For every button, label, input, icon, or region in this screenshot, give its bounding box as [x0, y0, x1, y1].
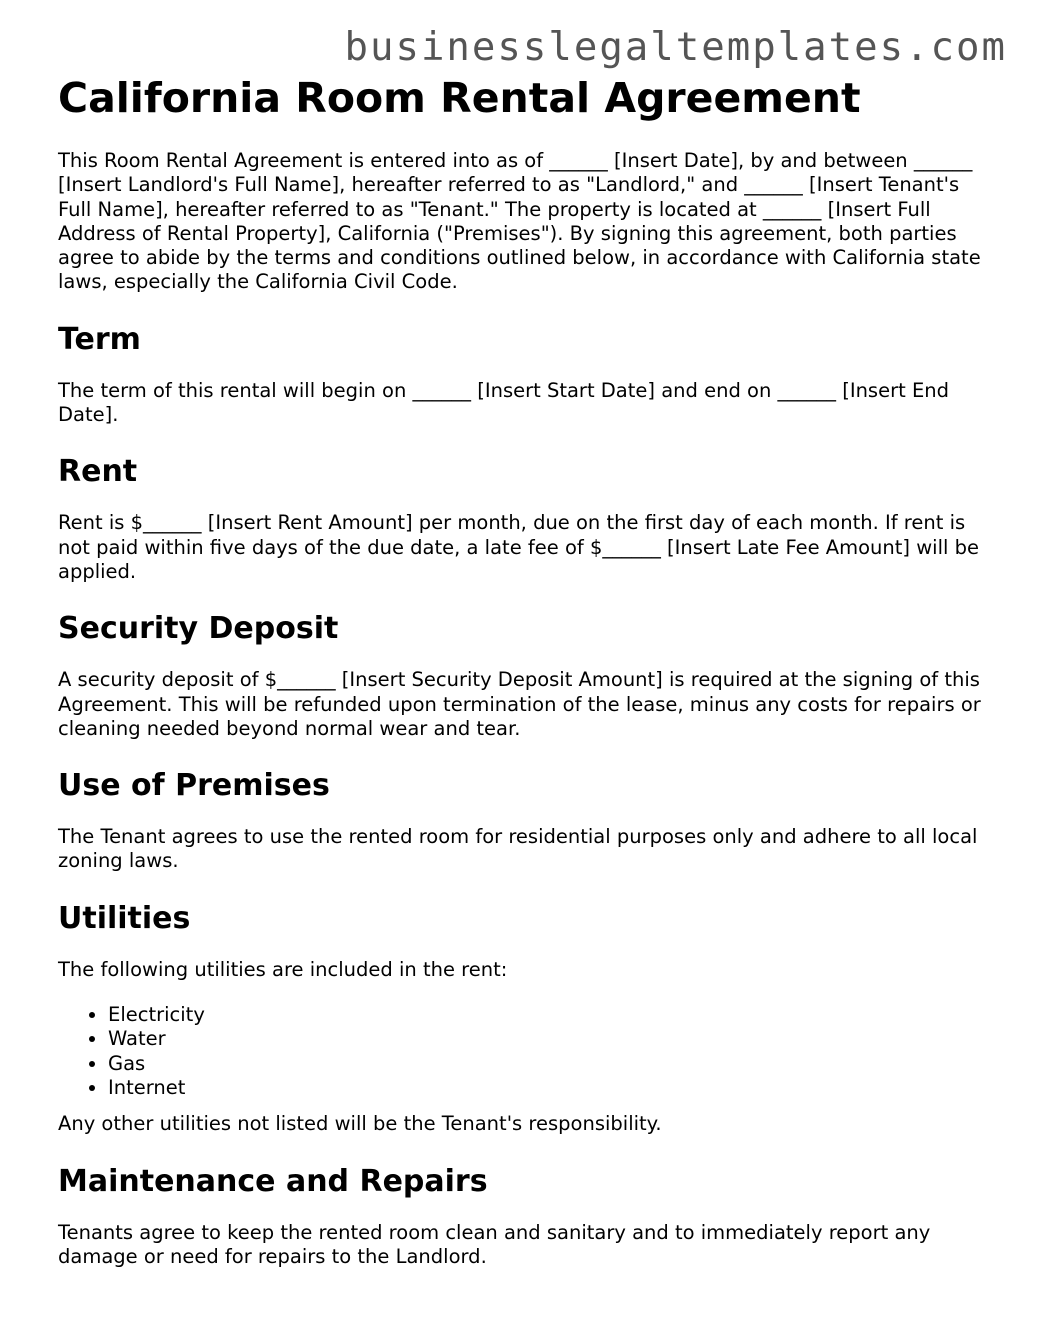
term-paragraph: The term of this rental will begin on ______ [Insert Start Date] and end on ______ [Insert End Date]. [58, 378, 950, 427]
use-of-premises-paragraph: The Tenant agrees to use the rented room for residential purposes only and adhere to all local zoning laws. [58, 825, 978, 873]
document-page [58, 74, 988, 1296]
utilities-list [58, 1003, 988, 1100]
list-item: • Electricity [108, 1003, 988, 1027]
document-title: California Room Rental Agreement [58, 74, 861, 122]
watermark-text: businesslegaltemplates.com [344, 25, 1007, 70]
security-deposit-paragraph: A security deposit of $______ [Insert Security Deposit Amount] is required at the signing of this Agreement. This will be refunded upon termination of the lease, minus any costs for repairs or cleaning needed beyond normal wear and tear. [58, 668, 981, 740]
utilities-intro: The following utilities are included in the rent: [58, 957, 508, 981]
rent-paragraph: Rent is $______ [Insert Rent Amount] per month, due on the first day of each month. If rent is not paid within five days of the due date, a late fee of $______ [Insert Late Fee Amount] will be applied. [58, 511, 979, 583]
list-item: • Water [108, 1027, 988, 1051]
maintenance-heading: Maintenance and Repairs [58, 1163, 488, 1199]
use-of-premises-heading: Use of Premises [58, 768, 330, 804]
utilities-outro: Any other utilities not listed will be the Tenant's responsibility. [58, 1112, 662, 1136]
security-deposit-heading: Security Deposit [58, 611, 339, 647]
maintenance-paragraph: Tenants agree to keep the rented room clean and sanitary and to immediately report any damage or need for repairs to the Landlord. [58, 1220, 931, 1268]
term-heading: Term [58, 321, 141, 357]
intro-paragraph: This Room Rental Agreement is entered into as of ______ [Insert Date], by and between ______ [Insert Landlord's Full Name], hereafter referred to as "Landlord," and ______ [Insert Tenant's Full Name], hereafter referred to as "Tenant." The property is located at ______ [Insert Full Address of Rental Property], California ("Premises"). By signing this agreement, both parties agree to abide by the terms and conditions outlined below, in accordance with California state laws, especially the California Civil Code. [58, 149, 981, 294]
rent-heading: Rent [58, 454, 138, 490]
utilities-heading: Utilities [58, 900, 191, 936]
list-item: • Internet [108, 1076, 988, 1100]
list-item: • Gas [108, 1052, 988, 1076]
